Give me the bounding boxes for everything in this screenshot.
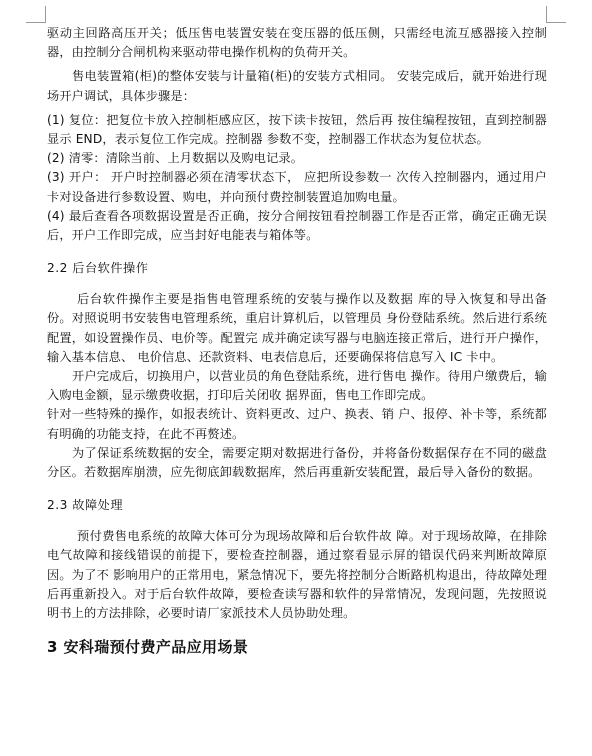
- crop-mark-top-right: [546, 22, 566, 23]
- intro-paragraph-continued: 驱动主回路高压开关；低压售电装置安装在变压器的低压侧，只需经电流互感器接入控制器，由控制分合闸机构来驱动带电操作机构的负荷开关。: [47, 26, 547, 60]
- step-open-account: (3) 开户： 开户时控制器必须在清零状态下， 应把所设参数一 次传入控制器内，通过用户卡对设备进行参数设置、购电，并向预付费控制装置追加购电量。: [47, 170, 547, 204]
- section-heading-fault-handling: 2.3 故障处理: [47, 498, 124, 513]
- section-heading-application-scenarios: 3 安科瑞预付费产品应用场景: [47, 638, 249, 657]
- backend-paragraph-selling: 开户完成后，切换用户，以营业员的角色登陆系统，进行售电 操作。待用户缴费后，输入购电金额，显示缴费收据，打印后关闭收 据界面，售电工作即完成。: [47, 369, 547, 403]
- step-clear: (2) 清零：清除当前、上月数据以及购电记录。: [47, 151, 304, 166]
- document-body: [47, 24, 547, 659]
- fault-paragraph: 预付费售电系统的故障大体可分为现场故障和后台软件故 障。对于现场故障，在排除电气故障和接线错误的前提下，要检查控制器，通过察看显示屏的错误代码来判断故障原因。为了不 影响用户的正常用电，紧急情况下，要先将控制分合断路机构退出，待故障处理后再重新投入。对于后台软件故障，要检查读写器和软件的异常情况，发现问题，先按照说明书上的方法排除，必要时请厂家派技术人员协助处理。: [47, 529, 547, 621]
- section-heading-backend-software: 2.2 后台软件操作: [47, 261, 149, 276]
- intro-paragraph-installation: 售电装置箱(柜)的整体安装与计量箱(柜)的安装方式相同。 安装完成后，就开始进行现场开户调试，具体步骤是：: [47, 69, 547, 103]
- crop-mark-top-left: [26, 22, 46, 23]
- crop-mark-top-right: [546, 6, 547, 23]
- backend-paragraph-special-ops: 针对一些特殊的操作，如报表统计、资料更改、过户、换表、销 户、报停、补卡等，系统都有明确的功能支持，在此不再赘述。: [47, 407, 547, 441]
- crop-mark-top-left: [45, 6, 46, 23]
- step-verify: (4) 最后查看各项数据设置是否正确，按分合闸按钮看控制器工作是否正常，确定正确无误后，开户工作即完成，应当封好电能表与箱体等。: [47, 208, 547, 243]
- backend-paragraph-backup: 为了保证系统数据的安全，需要定期对数据进行备份，并将备份数据保存在不同的磁盘分区。若数据库崩溃，应先彻底卸载数据库，然后再重新安装配置，最后导入备份的数据。: [47, 445, 547, 480]
- backend-paragraph-overview: 后台软件操作主要是指售电管理系统的安装与操作以及数据 库的导入恢复和导出备份。对照说明书安装售电管理系统，重启计算机后，以管理员 身份登陆系统。然后进行系统配置，如设置操作员、电价等。配置完 成并确定读写器与电脑连接正常后，进行开户操作，输入基本信息、 电价信息、还款资料、电表信息后，还要确保将信息写入 IC 卡中。: [47, 292, 547, 364]
- step-reset: (1) 复位：把复位卡放入控制柜感应区，按下读卡按钮，然后再 按住编程按钮，直到控制器显示 END，表示复位工作完成。控制器 参数不变，控制器工作状态为复位状态。: [47, 112, 547, 147]
